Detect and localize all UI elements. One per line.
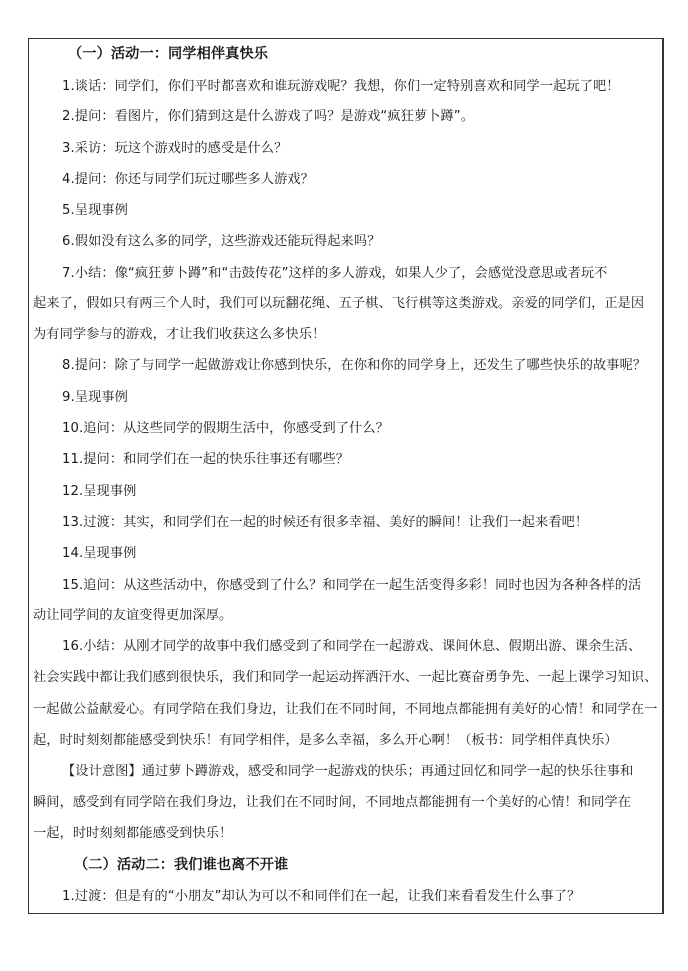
s1-line-22: 起，时时刻刻都能感受到快乐！有同学相伴，是多么幸福，多么开心啊！（板书：同学相伴真快乐） [33, 733, 618, 748]
section-1-heading: （一）活动一：同学相伴真快乐 [68, 46, 269, 62]
s1-line-6: 6.假如没有这么多的同学，这些游戏还能玩得起来吗？ [62, 234, 381, 249]
s1-line-15: 13.过渡：其实，和同学们在一起的时候还有很多幸福、美好的瞬间！让我们一起来看吧！ [62, 515, 589, 530]
s1-line-8: 起来了，假如只有两三个人时，我们可以玩翻花绳、五子棋、飞行棋等这类游戏。亲爱的同学们，正是因 [33, 296, 645, 311]
design-intent-line-2: 瞬间，感受到有同学陪在我们身边，让我们在不同时间，不同地点都能拥有一个美好的心情！和同学在 [33, 795, 631, 810]
s1-line-10: 8.提问：除了与同学一起做游戏让你感到快乐，在你和你的同学身上，还发生了哪些快乐的故事呢？ [62, 358, 647, 373]
s1-line-19: 16.小结：从刚才同学的故事中我们感受到了和同学在一起游戏、课间休息、假期出游、课余生活、 [62, 639, 642, 654]
s1-line-1: 1.谈话：同学们，你们平时都喜欢和谁玩游戏呢？我想，你们一定特别喜欢和同学一起玩了吧！ [62, 79, 620, 94]
s1-line-18: 动让同学间的友谊变得更加深厚。 [33, 608, 233, 623]
s1-line-7: 7.小结：像“疯狂萝卜蹲”和“击鼓传花”这样的多人游戏，如果人少了，会感觉没意思或者玩不 [62, 266, 608, 281]
design-intent-line-1: 【设计意图】通过萝卜蹲游戏，感受和同学一起游戏的快乐；再通过回忆和同学一起的快乐往事和 [62, 764, 634, 779]
s1-line-9: 为有同学参与的游戏，才让我们收获这么多快乐！ [33, 327, 326, 342]
s1-line-4: 4.提问：你还与同学们玩过哪些多人游戏？ [62, 172, 314, 187]
s1-line-20: 社会实践中都让我们感到很快乐，我们和同学一起运动挥洒汗水、一起比赛奋勇争先、一起上课学习知识、 [33, 670, 658, 685]
s1-line-13: 11.提问：和同学们在一起的快乐往事还有哪些？ [62, 452, 350, 467]
s1-line-3: 3.采访：玩这个游戏时的感受是什么？ [62, 141, 288, 156]
s1-line-2: 2.提问：看图片，你们猜到这是什么游戏了吗？是游戏“疯狂萝卜蹲”。 [62, 109, 474, 124]
s1-line-12: 10.追问：从这些同学的假期生活中，你感受到了什么？ [62, 421, 389, 436]
s1-line-5: 5.呈现事例 [62, 203, 128, 218]
s1-line-16: 14.呈现事例 [62, 546, 137, 561]
s1-line-14: 12.呈现事例 [62, 484, 137, 499]
s1-line-11: 9.呈现事例 [62, 390, 128, 405]
s1-line-21: 一起做公益献爱心。有同学陪在我们身边，让我们在不同时间，不同地点都能拥有美好的心情！和同学在一 [33, 702, 658, 717]
s1-line-17: 15.追问：从这些活动中，你感受到了什么？和同学在一起生活变得多彩！同时也因为各种各样的活 [62, 578, 642, 593]
section-2-heading: （二）活动二：我们谁也离不开谁 [74, 857, 289, 873]
s2-line-1: 1.过渡：但是有的“小朋友”却认为可以不和同伴们在一起，让我们来看看发生什么事了？ [62, 889, 581, 904]
design-intent-line-3: 一起，时时刻刻都能感受到快乐！ [33, 826, 233, 841]
